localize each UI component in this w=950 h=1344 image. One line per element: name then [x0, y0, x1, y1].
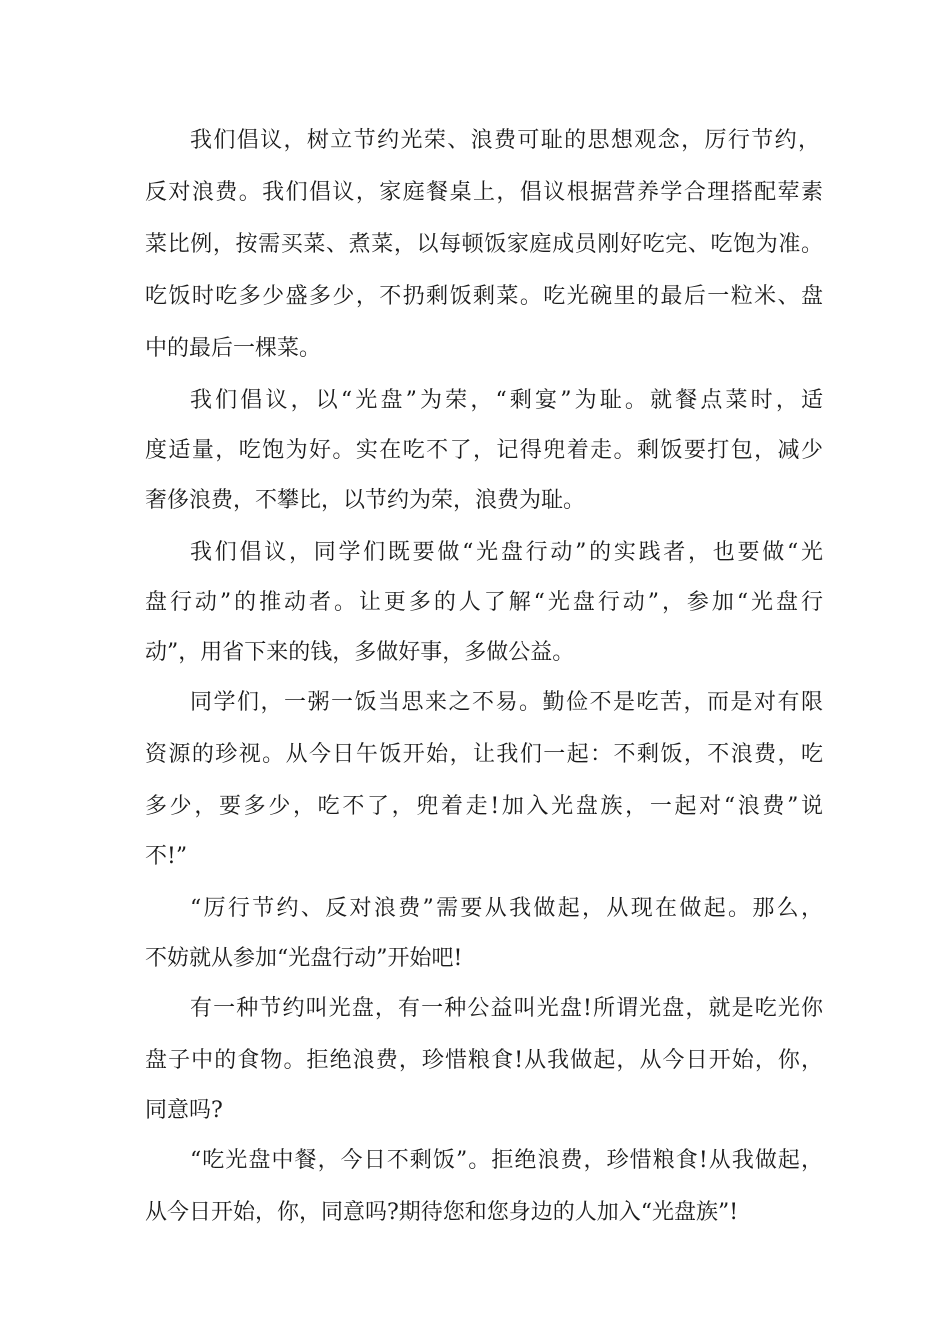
para-7-line-1: “吃光盘中餐，今日不剩饭”。拒绝浪费，珍惜粮食!从我做起， — [190, 1148, 825, 1173]
para-6-line-1: 有一种节约叫光盘，有一种公益叫光盘!所谓光盘，就是吃光你 — [190, 996, 825, 1021]
para-5-line-2: 不妨就从参加“光盘行动”开始吧! — [145, 946, 463, 971]
para-2-line-2: 度适量，吃饱为好。实在吃不了，记得兜着走。剩饭要打包，减少 — [145, 438, 825, 463]
para-6-line-2: 盘子中的食物。拒绝浪费，珍惜粮食!从我做起，从今日开始，你， — [145, 1048, 825, 1073]
para-2-line-1: 我们倡议，以“光盘”为荣，“剩宴”为耻。就餐点菜时，适 — [190, 388, 827, 413]
para-4-line-2: 资源的珍视。从今日午饭开始，让我们一起：不剩饭，不浪费，吃 — [145, 742, 825, 767]
para-3-line-3: 动”，用省下来的钱，多做好事，多做公益。 — [145, 640, 575, 665]
para-1-line-3: 菜比例，按需买菜、煮菜，以每顿饭家庭成员刚好吃完、吃饱为准。 — [145, 232, 824, 257]
para-2-line-3: 奢侈浪费，不攀比，以节约为荣，浪费为耻。 — [145, 488, 586, 513]
para-7-line-2: 从今日开始，你，同意吗?期待您和您身边的人加入“光盘族”! — [145, 1200, 739, 1225]
para-3-line-1: 我们倡议，同学们既要做“光盘行动”的实践者，也要做“光 — [190, 540, 826, 565]
para-4-line-1: 同学们，一粥一饭当思来之不易。勤俭不是吃苦，而是对有限 — [190, 690, 825, 715]
para-1-line-5: 中的最后一棵菜。 — [145, 336, 322, 361]
para-5-line-1: “厉行节约、反对浪费”需要从我做起，从现在做起。那么， — [190, 896, 826, 921]
para-6-line-3: 同意吗? — [145, 1098, 223, 1123]
para-1-line-4: 吃饭时吃多少盛多少，不扔剩饭剩菜。吃光碗里的最后一粒米、盘 — [145, 284, 825, 309]
para-1-line-1: 我们倡议，树立节约光荣、浪费可耻的思想观念，厉行节约， — [190, 128, 822, 153]
para-3-line-2: 盘行动”的推动者。让更多的人了解“光盘行动”，参加“光盘行 — [145, 590, 826, 615]
para-1-line-2: 反对浪费。我们倡议，家庭餐桌上，倡议根据营养学合理搭配荤素 — [145, 180, 825, 205]
para-4-line-4: 不!” — [145, 844, 188, 869]
para-4-line-3: 多少，要多少，吃不了，兜着走!加入光盘族，一起对“浪费”说 — [145, 794, 826, 819]
